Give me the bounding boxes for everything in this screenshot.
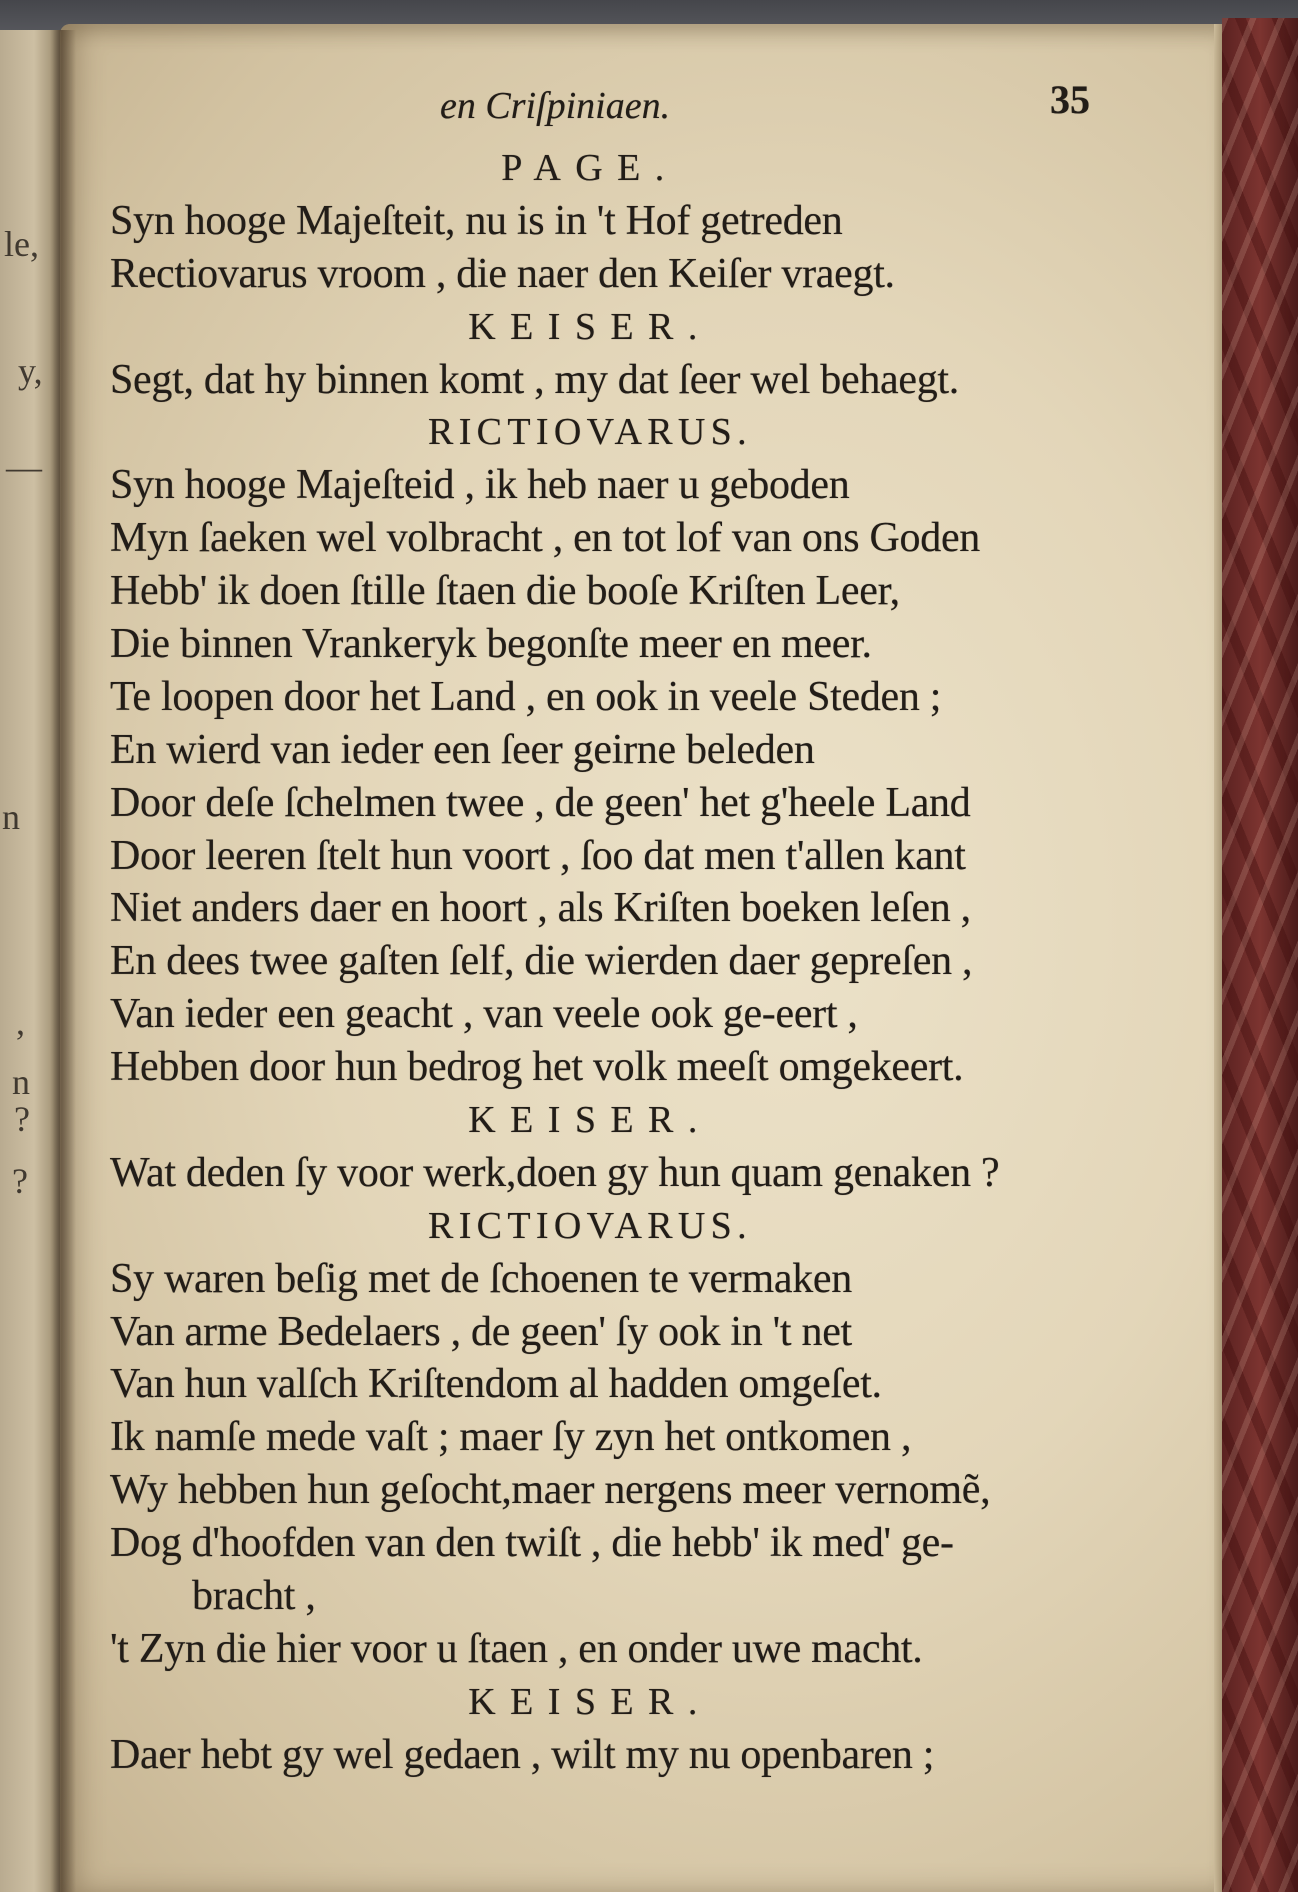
verse-line: 't Zyn die hier voor u ſtaen , en onder uwe macht. xyxy=(110,1625,923,1672)
verse-line-continuation: bracht , xyxy=(192,1573,316,1620)
page-number: 35 xyxy=(1050,77,1090,122)
verse-line: Segt, dat hy binnen komt , my dat ſeer wel behaegt. xyxy=(110,356,959,403)
speaker-heading-keiser: KEISER. xyxy=(468,1680,712,1723)
facing-page-fragment: — xyxy=(6,447,42,487)
page-gutter xyxy=(50,30,76,1892)
verse-line: Door deſe ſchelmen twee , de geen' het g'heele Land xyxy=(110,779,971,826)
verse-line: Wy hebben hun geſocht,maer nergens meer vernomẽ, xyxy=(110,1467,991,1514)
verse-line: Door leeren ſtelt hun voort , ſoo dat men t'allen kant xyxy=(110,832,966,879)
running-head: en Criſpiniaen. xyxy=(440,85,671,127)
verse-text xyxy=(110,142,1070,1782)
verse-line: Myn ſaeken wel volbracht , en tot lof van ons Goden xyxy=(110,515,980,562)
verse-line: Hebb' ik doen ſtille ſtaen die booſe Kriſten Leer, xyxy=(110,568,900,615)
verse-line: En dees twee gaſten ſelf, die wierden daer gepreſen , xyxy=(110,938,973,985)
verse-line: En wierd van ieder een ſeer geirne beleden xyxy=(110,726,815,773)
verse-line: Dog d'hoofden van den twiſt , die hebb' ik med' ge- xyxy=(110,1520,954,1567)
verse-line: Van arme Bedelaers , de geen' ſy ook in 't net xyxy=(110,1308,852,1355)
verse-line: Rectiovarus vroom , die naer den Keiſer vraegt. xyxy=(110,250,895,297)
verse-line: Van ieder een geacht , van veele ook ge-eert , xyxy=(110,991,858,1038)
verse-line: Hebben door hun bedrog het volk meeſt omgekeert. xyxy=(110,1044,964,1091)
speaker-heading-rictiovarus: RICTIOVARUS. xyxy=(428,1204,752,1247)
facing-page-fragment: n xyxy=(12,1062,30,1102)
verse-line: Ik namſe mede vaſt ; maer ſy zyn het ontkomen , xyxy=(110,1414,912,1461)
verse-line: Syn hooge Majeſteid , ik heb naer u geboden xyxy=(110,462,850,509)
verse-line: Wat deden ſy voor werk,doen gy hun quam genaken ? xyxy=(110,1149,1000,1196)
verse-line: Die binnen Vrankeryk begonſte meer en meer. xyxy=(110,621,872,668)
facing-page-fragment: y, xyxy=(18,351,43,391)
speaker-heading-page: PAGE. xyxy=(501,147,679,189)
facing-page-fragment: , xyxy=(16,1002,25,1042)
facing-page-fragment: ? xyxy=(12,1161,28,1201)
verse-line: Syn hooge Majeſteit, nu is in 't Hof getreden xyxy=(110,197,843,244)
verse-line: Daer hebt gy wel gedaen , wilt my nu openbaren ; xyxy=(110,1731,935,1778)
verse-line: Sy waren beſig met de ſchoenen te vermaken xyxy=(110,1255,852,1302)
facing-page-fragment: n xyxy=(2,797,20,837)
book-cover-edge xyxy=(1222,18,1298,1892)
verse-line: Niet anders daer en hoort , als Kriſten boeken leſen , xyxy=(110,885,971,932)
speaker-heading-keiser: KEISER. xyxy=(468,305,712,348)
speaker-heading-keiser: KEISER. xyxy=(468,1099,712,1142)
facing-page-fragment: le, xyxy=(4,224,39,264)
facing-page-fragment: ? xyxy=(14,1099,30,1139)
speaker-heading-rictiovarus: RICTIOVARUS. xyxy=(428,411,752,454)
verse-line: Van hun valſch Kriſtendom al hadden omgeſet. xyxy=(110,1361,882,1408)
verse-line: Te loopen door het Land , en ook in veele Steden ; xyxy=(110,673,942,720)
